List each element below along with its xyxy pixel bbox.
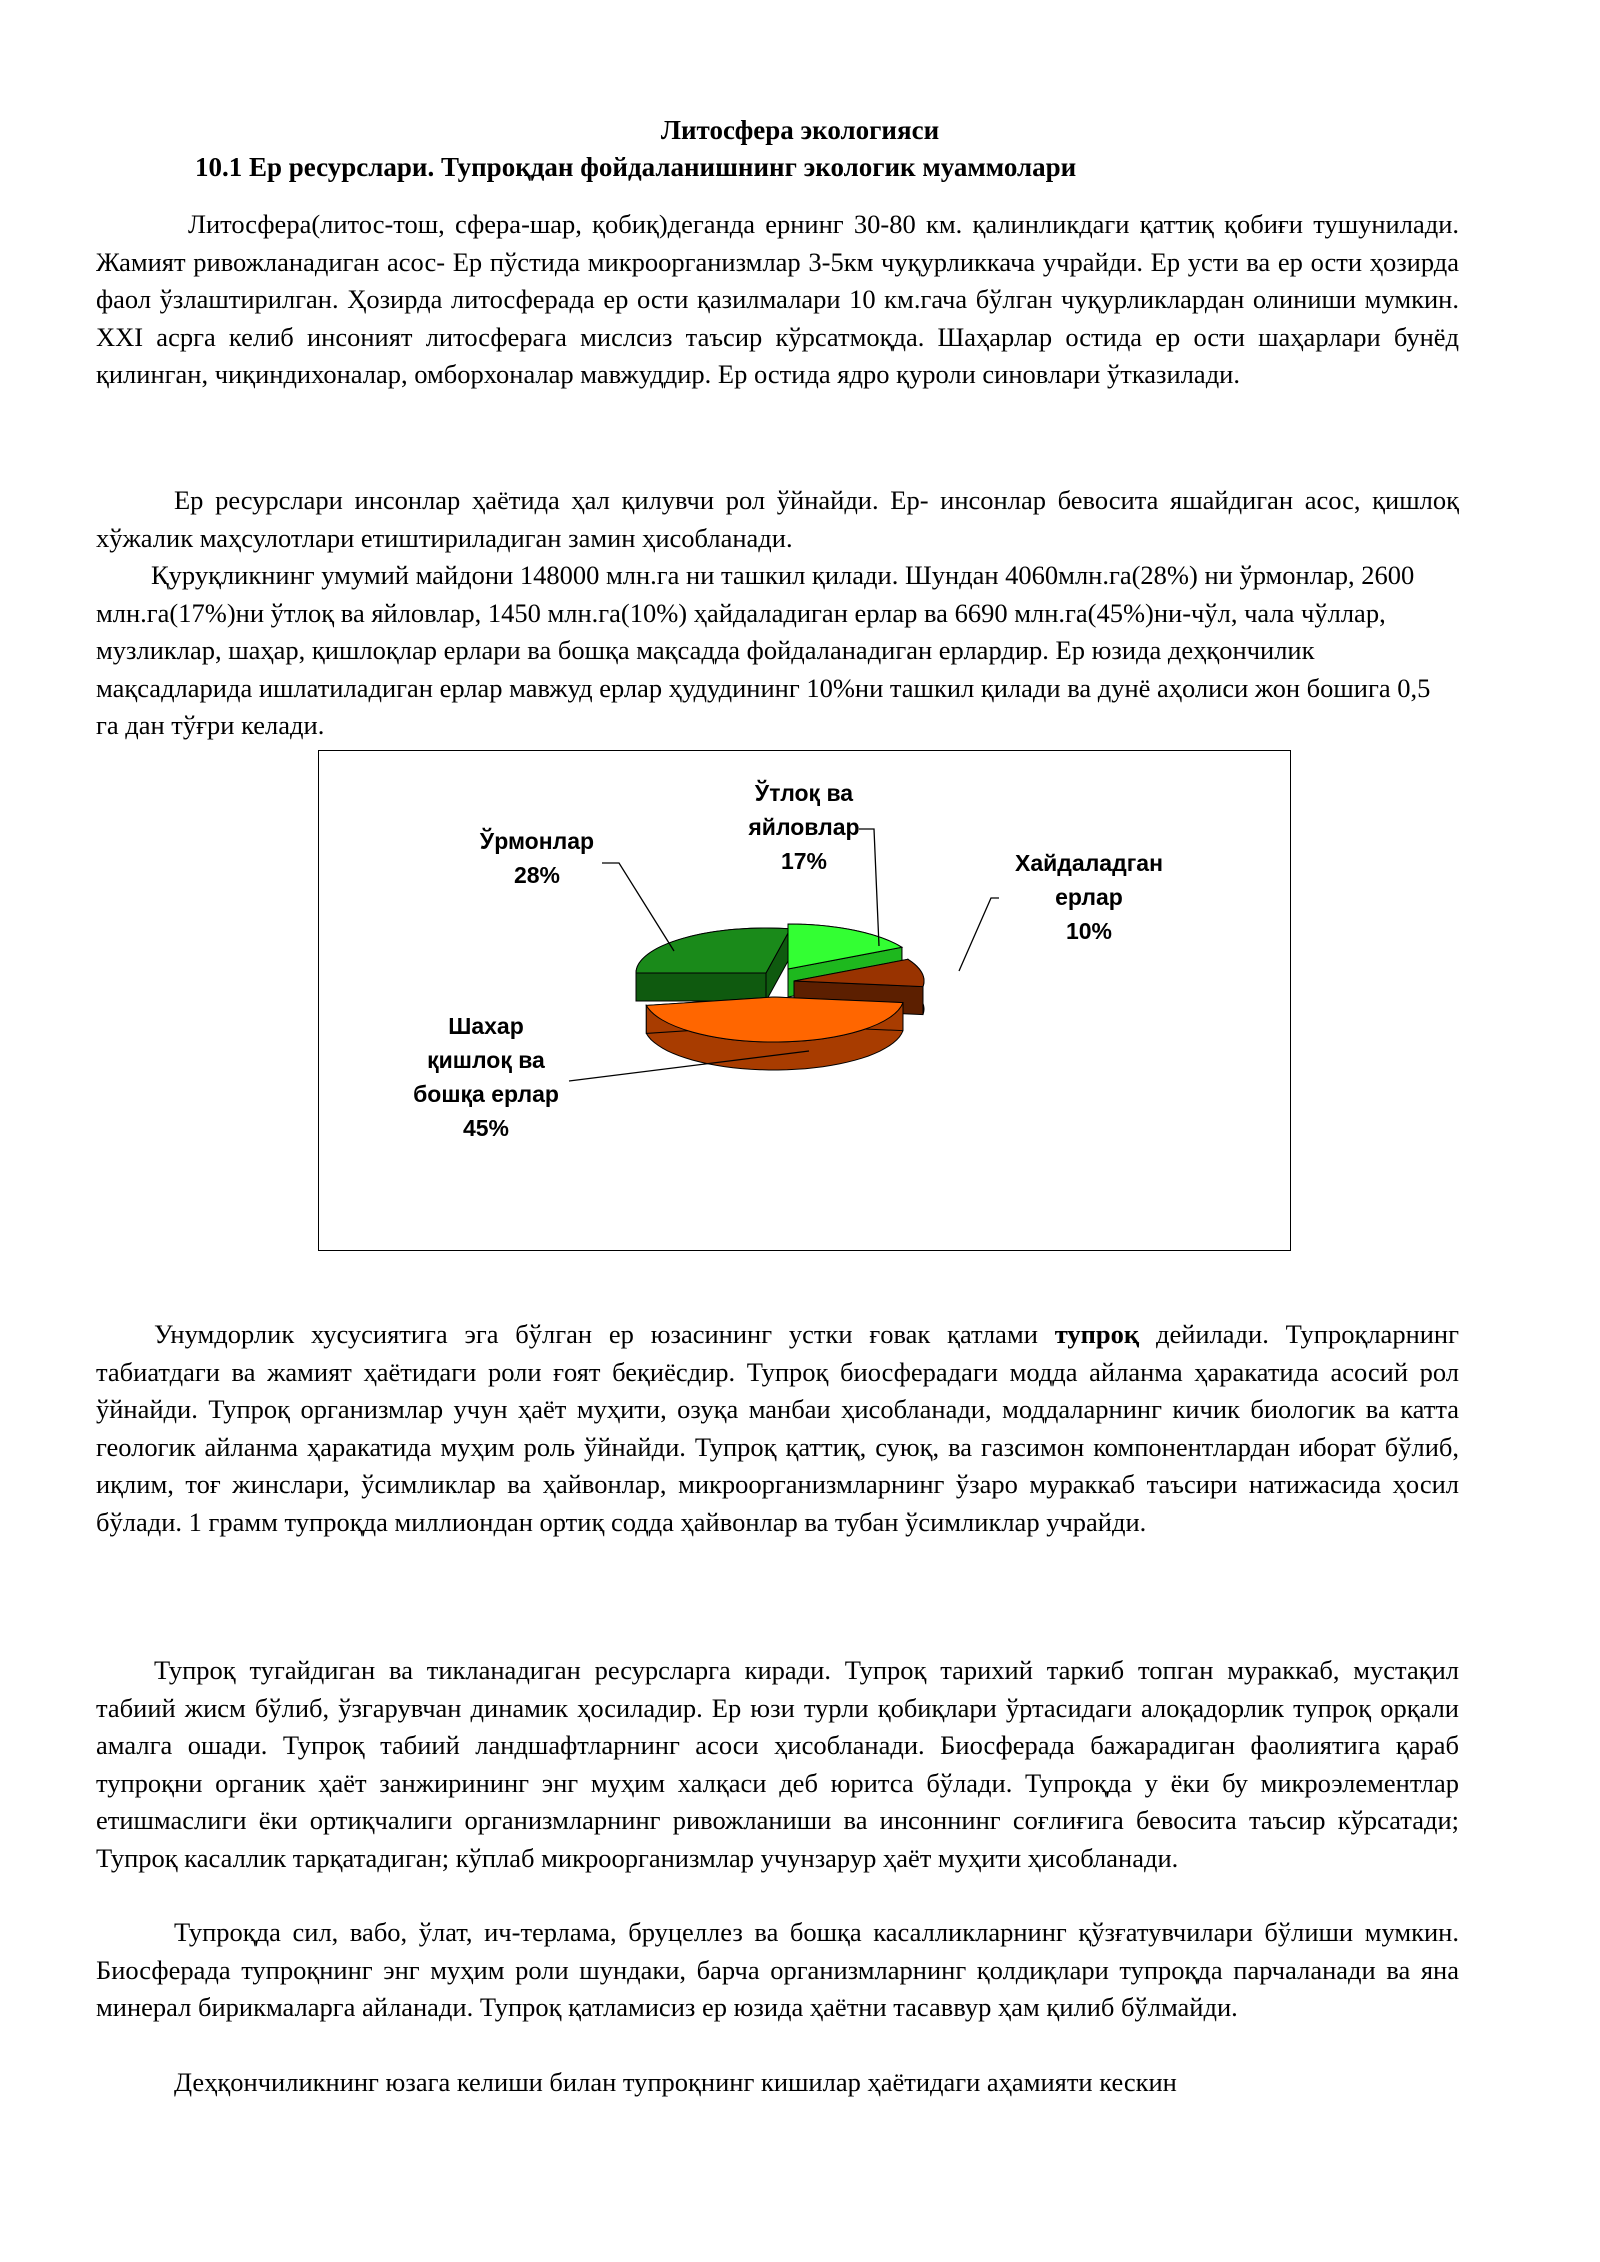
paragraph-text: Литосфера(литос-тош, сфера-шар, қобиқ)деганда ернинг 30-80 км. қалинликдаги қаттиқ қобиғи тушунилади. Жамият ривожланадиган асос- Ер пўстида микроорганизмлар 3-5км чуқурликкача учрайди. Ер усти ва ер ости ҳозирда фаол ўзлаштирилган. Ҳозирда литосферада ер ости қазилмалари 10 км.гача бўлган чуқурликлардан олиниши мумкин. XXI асрга келиб инсоният литосферага мислсиз таъсир кўрсатмоқда. Шаҳарлар остида ер ости шаҳарлари бунёд қилинган, чиқиндихоналар, омборхоналар мавжуддир. Ер остида ядро қуроли синовлари ўтказилади. xyxy=(96,209,1459,389)
slice-label xyxy=(413,1013,559,1141)
slice-name-label: яйловлар xyxy=(748,814,860,840)
slice-percent-label: 17% xyxy=(780,848,828,874)
slice-name-label: Ўтлоқ ва xyxy=(754,780,854,806)
pie-slice xyxy=(636,928,790,1001)
paragraph-soil-resources xyxy=(96,1652,1459,1877)
slice-percent-label: 45% xyxy=(462,1115,510,1141)
paragraph-text: Ер ресурслари инсонлар ҳаётида ҳал қилувчи рол ўйнайди. Ер- инсонлар бевосита яшайдиган асос, қишлоқ хўжалик маҳсулотлари етиштириладиган замин ҳисобланади. xyxy=(96,485,1459,553)
paragraph-text: Қуруқликнинг умумий майдони 148000 млн.га ни ташкил қилади. Шундан 4060млн.га(28%) ни ўрмонлар, 2600 млн.га(17%)ни ўтлоқ ва яйловлар, 1450 млн.га(10%) ҳайдаладиган ерлар ва 6690 млн.га(45%)ни-чўл, чала чўллар, музликлар, шаҳар, қишлоқлар ерлари ва бошқа мақсадда фойдаланадиган ерлардир. Ер юзида деҳқончилик мақсадларида ишлатиладиган ерлар мавжуд ерлар ҳудудининг 10%ни ташкил қилади ва дунё аҳолиси жон бошига 0,5 га дан тўғри келади. xyxy=(96,560,1431,740)
slice-label xyxy=(747,779,859,874)
slice-name-label: қишлоқ ва xyxy=(427,1047,545,1073)
document-title: Литосфера экологияси xyxy=(660,115,940,145)
paragraph-lithosphere xyxy=(96,206,1459,394)
slice-name-label: ерлар xyxy=(1055,884,1123,910)
bold-term: тупроқ xyxy=(1054,1319,1140,1349)
paragraph-soil-definition xyxy=(96,1316,1459,1541)
slice-name-label: Ўрмонлар xyxy=(479,828,595,854)
paragraph-soil-diseases xyxy=(96,1914,1459,2027)
leader-line xyxy=(959,898,999,971)
paragraph-text: Тупроқ тугайдиган ва тикланадиган ресурсларга киради. Тупроқ тарихий таркиб топган мураккаб, мустақил табиий жисм бўлиб, ўзгарувчан динамик ҳосиладир. Ер юзи турли қобиқлари ўртасидаги алоқадорлик тупроқ орқали амалга ошади. Тупроқ табиий ландшафтларнинг асоси ҳисобланади. Биосферада бажарадиган фаолиятига қараб тупроқни органик ҳаёт занжирининг энг муҳим халқаси деб юритса бўлади. Тупроқда у ёки бу микроэлементлар етишмаслиги ёки ортиқчалиги организмларнинг ривожланиши ва инсоннинг соғлиғига бевосита таъсир кўрсатади; Тупроқ касаллик тарқатадиган; кўплаб микроорганизмлар учунзарур ҳаёт муҳити ҳисобланади. xyxy=(96,1655,1459,1873)
slice-percent-label: 28% xyxy=(513,862,561,888)
pie-chart-svg xyxy=(319,751,1290,1250)
leader-line xyxy=(602,863,674,951)
paragraph-land-area xyxy=(96,557,1459,745)
paragraph-text: дейилади. Тупроқларнинг табиатдаги ва жамият ҳаётидаги роли ғоят беқиёсдир. Тупроқ биосферадаги модда айланма ҳаракатида асосий рол ўйнайди. Тупроқ организмлар учун ҳаёт муҳити, озуқа манбаи ҳисобланади, моддаларнинг кичик биологик ва катта геологик айланма ҳаракатида муҳим роль ўйнайди. Тупроқ қаттиқ, суюқ, ва газсимон компонентлардан иборат бўлиб, иқлим, тоғ жинслари, ўсимликлар ва ҳайвонлар, микроорганизмларнинг ўзаро мураккаб таъсири натижасида ҳосил бўлади. 1 грамм тупроқда миллиондан ортиқ содда ҳайвонлар ва тубан ўсимликлар учрайди. xyxy=(96,1319,1459,1537)
pie-slice xyxy=(646,997,903,1070)
slice-label xyxy=(1015,850,1163,944)
paragraph-text: Тупроқда сил, вабо, ўлат, ич-терлама, бруцеллез ва бошқа касалликларнинг қўзғатувчилари бўлиши мумкин. Биосферада тупроқнинг энг муҳим роли шундаки, барча организмларнинг қолдиқлари тупроқда парчаланади ва яна минерал бирикмаларга айланади. Тупроқ қатламисиз ер юзида ҳаётни тасаввур ҳам қилиб бўлмайди. xyxy=(96,1917,1459,2022)
pie-slice-top xyxy=(636,928,790,973)
leader-line xyxy=(859,829,879,946)
paragraph-agriculture xyxy=(96,2064,1459,2102)
pie-slice-wall xyxy=(636,973,766,1001)
slice-percent-label: 10% xyxy=(1065,918,1113,944)
paragraph-text: Деҳқончиликнинг юзага келиши билан тупроқнинг кишилар ҳаётидаги аҳамияти кескин xyxy=(174,2067,1177,2097)
section-heading: 10.1 Ер ресурслари. Тупроқдан фойдаланишнинг экологик муаммолари xyxy=(195,152,1077,182)
land-use-pie-chart xyxy=(318,750,1291,1251)
slice-name-label: Шахар xyxy=(448,1013,524,1039)
slice-name-label: бошқа ерлар xyxy=(413,1081,559,1107)
paragraph-text: Унумдорлик хусусиятига эга бўлган ер юзасининг устки ғовак қатлами xyxy=(154,1319,1055,1349)
paragraph-land-resources xyxy=(96,482,1459,557)
slice-label xyxy=(479,827,594,888)
slice-name-label: Хайдаладган xyxy=(1015,850,1163,876)
